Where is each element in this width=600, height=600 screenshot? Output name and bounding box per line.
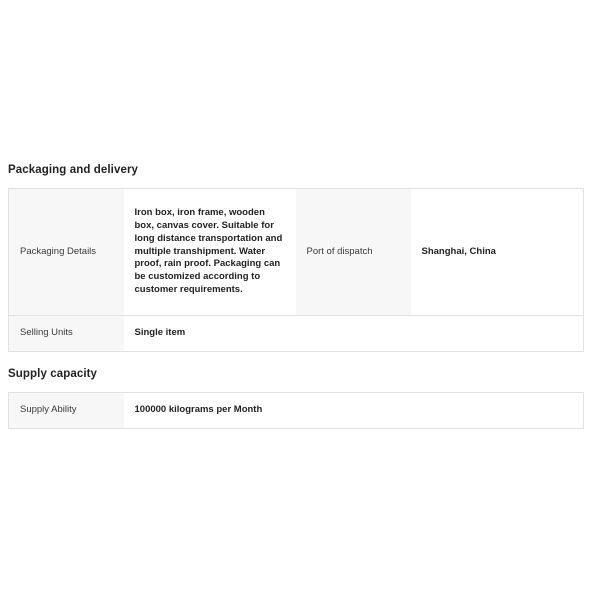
empty-cell <box>411 316 584 352</box>
packaging-delivery-table <box>8 188 584 352</box>
packaging-details-value: Iron box, iron frame, wooden box, canvas cover. Suitable for long distance transportation and multiple transhipment. Water proof, rain proof. Packaging can be customized according to customer requirements. <box>124 189 296 316</box>
packaging-delivery-heading: Packaging and delivery <box>8 164 139 176</box>
supply-capacity-table <box>8 392 584 429</box>
empty-cell <box>296 316 411 352</box>
port-of-dispatch-value: Shanghai, China <box>411 189 584 316</box>
selling-units-value: Single item <box>124 316 296 352</box>
port-of-dispatch-label: Port of dispatch <box>296 189 411 316</box>
supply-capacity-heading: Supply capacity <box>8 368 98 380</box>
supply-ability-label: Supply Ability <box>9 393 124 429</box>
table-row <box>9 393 584 429</box>
table-row <box>9 316 584 352</box>
table-row <box>9 189 584 316</box>
selling-units-label: Selling Units <box>9 316 124 352</box>
packaging-details-label: Packaging Details <box>9 189 124 316</box>
supply-ability-value: 100000 kilograms per Month <box>124 393 584 429</box>
